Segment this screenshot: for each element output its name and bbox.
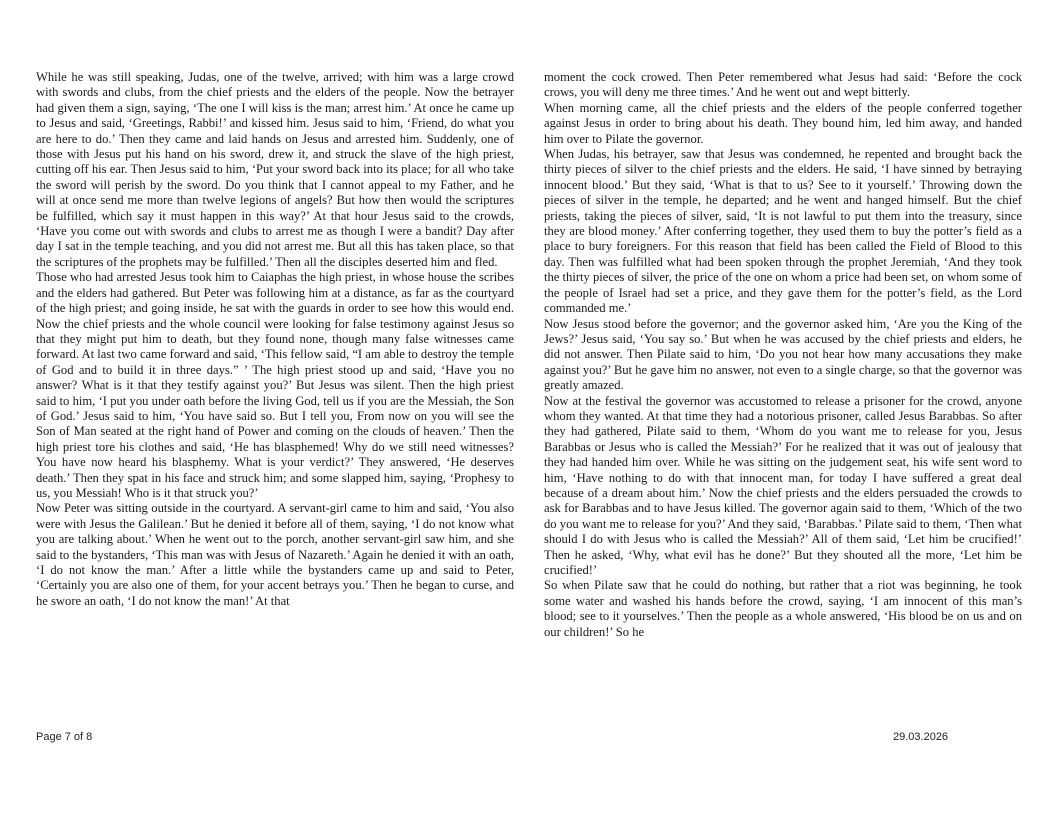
- footer-date: 29.03.2026: [893, 731, 949, 743]
- paragraph: Now Peter was sitting outside in the courtyard. A servant-girl came to him and said, ‘You also were with Jesus the Galilean.’ But he denied it before all of them, saying, ‘I do not know what you are talking about.’ When he went out to the porch, another servant-girl saw him, and she said to the bystanders, ‘This man was with Jesus of Nazareth.’ Again he denied it with an oath, ‘I do not know the man.’ After a little while the bystanders came up and said to Peter, ‘Certainly you are also one of them, for your accent betrays you.’ Then he began to curse, and he swore an oath, ‘I do not know the man!’ At that: [36, 501, 514, 608]
- paragraph: While he was still speaking, Judas, one of the twelve, arrived; with him was a large crowd with swords and clubs, from the chief priests and the elders of the people. Now the betrayer had given them a sign, saying, ‘The one I will kiss is the man; arrest him.’ At once he came up to Jesus and said, ‘Greetings, Rabbi!’ and kissed him. Jesus said to him, ‘Friend, do what you are here to do.’ Then they came and laid hands on Jesus and arrested him. Suddenly, one of those with Jesus put his hand on his sword, drew it, and struck the slave of the high priest, cutting off his ear. Then Jesus said to him, ‘Put your sword back into its place; for all who take the sword will perish by the sword. Do you think that I cannot appeal to my Father, and he will at once send me more than twelve legions of angels? But how then would the scriptures be fulfilled, which say it must happen in this way?’ At that hour Jesus said to the crowds, ‘Have you come out with swords and clubs to arrest me as though I were a bandit? Day after day I sat in the temple teaching, and you did not arrest me. But all this has taken place, so that the scriptures of the prophets may be fulfilled.’ Then all the disciples deserted him and fled.: [36, 70, 514, 269]
- page-number: Page 7 of 8: [36, 731, 93, 743]
- left-text-column: [36, 70, 514, 730]
- right-text-column: [544, 70, 1022, 730]
- paragraph: When morning came, all the chief priests and the elders of the people conferred together against Jesus in order to bring about his death. They bound him, led him away, and handed him over to Pilate the governor.: [544, 100, 1022, 146]
- paragraph: Now at the festival the governor was accustomed to release a prisoner for the crowd, anyone whom they wanted. At that time they had a notorious prisoner, called Jesus Barabbas. So after they had gathered, Pilate said to them, ‘Whom do you want me to release for you, Jesus Barabbas or Jesus who is called the Messiah?’ For he realized that it was out of jealousy that they had handed him over. While he was sitting on the judgement seat, his wife sent word to him, ‘Have nothing to do with that innocent man, for today I have suffered a great deal because of a dream about him.’ Now the chief priests and the elders persuaded the crowds to ask for Barabbas and to have Jesus killed. The governor again said to them, ‘Which of the two do you want me to release for you?’ And they said, ‘Barabbas.’ Pilate said to them, ‘Then what should I do with Jesus who is called the Messiah?’ All of them said, ‘Let him be crucified!’ Then he asked, ‘Why, what evil has he done?’ But they shouted all the more, ‘Let him be crucified!’: [544, 393, 1022, 577]
- paragraph: Those who had arrested Jesus took him to Caiaphas the high priest, in whose house the scribes and the elders had gathered. But Peter was following him at a distance, as far as the courtyard of the high priest; and going inside, he sat with the guards in order to see how this would end. Now the chief priests and the whole council were looking for false testimony against Jesus so that they might put him to death, but they found none, though many false witnesses came forward. At last two came forward and said, ‘This fellow said, “I am able to destroy the temple of God and to build it in three days.” ’ The high priest stood up and said, ‘Have you no answer? What is it that they testify against you?’ But Jesus was silent. Then the high priest said to him, ‘I put you under oath before the living God, tell us if you are the Messiah, the Son of God.’ Jesus said to him, ‘You have said so. But I tell you, From now on you will see the Son of Man seated at the right hand of Power and coming on the clouds of heaven.’ Then the high priest tore his clothes and said, ‘He has blasphemed! Why do we still need witnesses? You have now heard his blasphemy. What is your verdict?’ They answered, ‘He deserves death.’ Then they spat in his face and struck him; and some slapped him, saying, ‘Prophesy to us, you Messiah! Who is it that struck you?’: [36, 270, 514, 500]
- paragraph: So when Pilate saw that he could do nothing, but rather that a riot was beginning, he took some water and washed his hands before the crowd, saying, ‘I am innocent of this man’s blood; see to it yourselves.’ Then the people as a whole answered, ‘His blood be on us and on our children!’ So he: [544, 578, 1022, 639]
- paragraph: Now Jesus stood before the governor; and the governor asked him, ‘Are you the King of the Jews?’ Jesus said, ‘You say so.’ But when he was accused by the chief priests and elders, he did not answer. Then Pilate said to him, ‘Do you not hear how many accusations they make against you?’ But he gave him no answer, not even to a single charge, so that the governor was greatly amazed.: [544, 316, 1022, 393]
- paragraph: moment the cock crowed. Then Peter remembered what Jesus had said: ‘Before the cock crows, you will deny me three times.’ And he went out and wept bitterly.: [544, 70, 1022, 100]
- paragraph: When Judas, his betrayer, saw that Jesus was condemned, he repented and brought back the thirty pieces of silver to the chief priests and the elders. He said, ‘I have sinned by betraying innocent blood.’ But they said, ‘What is that to us? See to it yourself.’ Throwing down the pieces of silver in the temple, he departed; and he went and hanged himself. But the chief priests, taking the pieces of silver, said, ‘It is not lawful to put them into the treasury, since they are blood money.’ After conferring together, they used them to buy the potter’s field as a place to bury foreigners. For this reason that field has been called the Field of Blood to this day. Then was fulfilled what had been spoken through the prophet Jeremiah, ‘And they took the thirty pieces of silver, the price of the one on whom a price had been set, on whom some of the people of Israel had set a price, and they gave them for the potter’s field, as the Lord commanded me.’: [544, 147, 1022, 316]
